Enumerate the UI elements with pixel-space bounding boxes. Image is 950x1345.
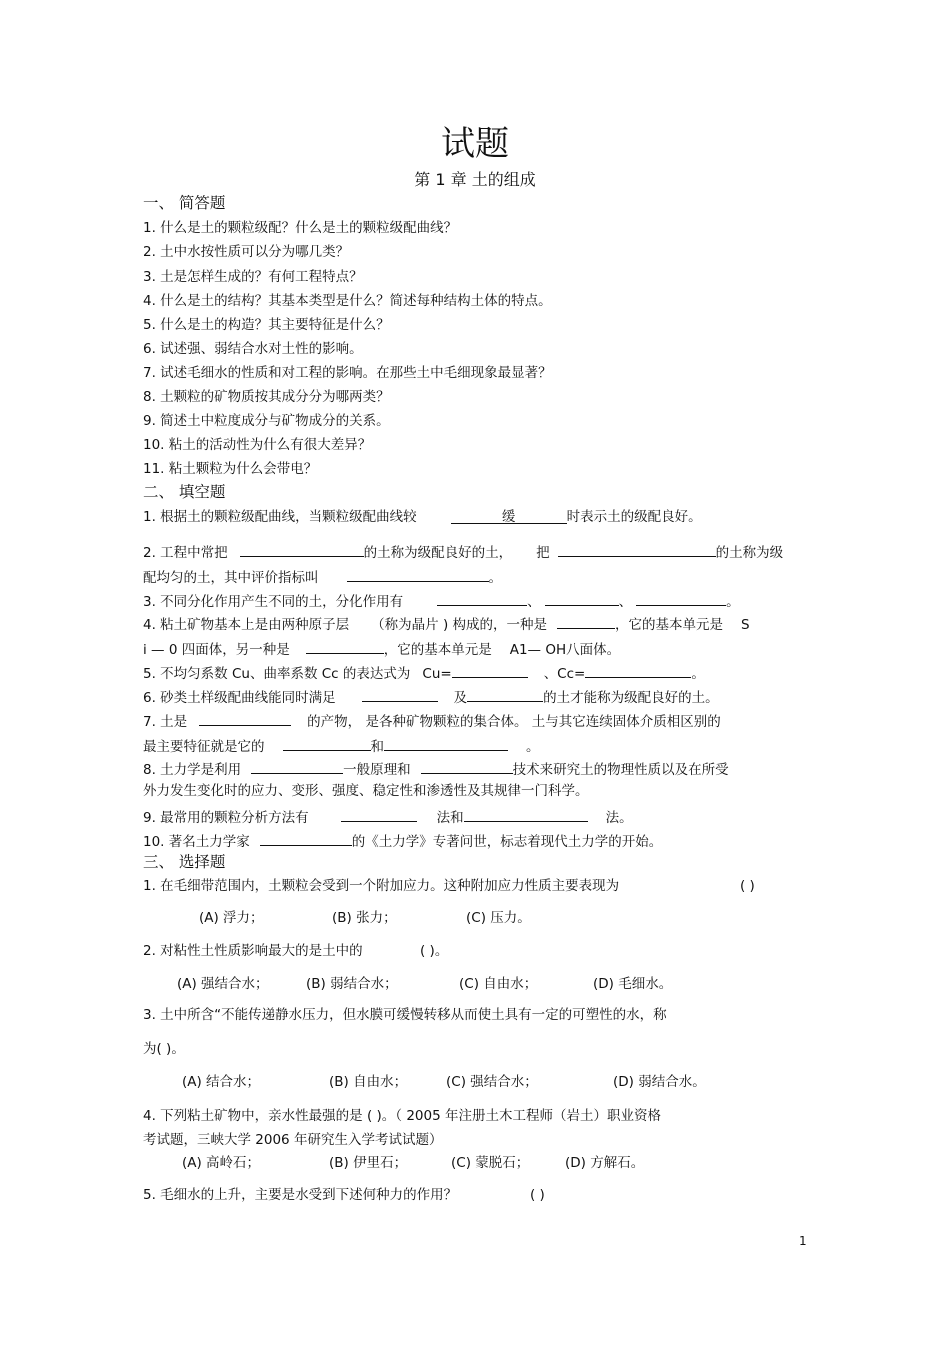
question-item: 3. 土是怎样生成的？有何工程特点？: [143, 269, 363, 285]
choice-question-5-stem: 5. 毛细水的上升，主要是水受到下述何种力的作用？: [143, 1187, 458, 1203]
answer-blank: [283, 735, 371, 751]
question-item: 2. 土中水按性质可以分为哪几类？: [143, 244, 350, 260]
fill-question-9: [143, 806, 633, 827]
question-text: 。: [488, 570, 502, 586]
answer-blank: [199, 710, 291, 726]
question-text: 把: [536, 545, 550, 561]
document-title: 试题: [441, 124, 509, 164]
question-text: 8. 土力学是利用: [143, 762, 242, 778]
fill-question-4: [143, 613, 750, 634]
fill-question-7-cont: [143, 735, 540, 756]
fill-question-5: [143, 662, 705, 683]
separator: 、: [618, 594, 633, 610]
question-text: 、Cc=: [543, 666, 586, 682]
question-text: Cu=: [422, 666, 452, 682]
question-text: 法。: [605, 810, 633, 826]
choice-question-1-stem: 1. 在毛细带范围内，土颗粒会受到一个附加应力。这种附加应力性质主要表现为: [143, 878, 620, 894]
question-text: 1. 根据土的颗粒级配曲线，当颗粒级配曲线较: [143, 509, 417, 525]
section-heading-fill-blank: 二、 填空题: [143, 483, 226, 501]
question-text: 外力发生变化时的应力、变形、强度、稳定性和渗透性及其规律一门科学。: [143, 783, 589, 799]
separator: 。: [726, 594, 740, 610]
answer-blank: [384, 735, 508, 751]
question-text: i — 0 四面体，另一种是: [143, 642, 290, 658]
answer-paren: ( )。: [420, 943, 449, 959]
answer-blank: [585, 662, 691, 678]
question-text: ，它的基本单元是: [615, 617, 724, 633]
answer-paren: ( ): [530, 1187, 545, 1203]
question-text: ，它的基本单元是: [383, 642, 492, 658]
answer-blank: [421, 758, 513, 774]
question-item: 9. 简述土中粒度成分与矿物成分的关系。: [143, 413, 390, 429]
answer-blank: [306, 638, 384, 654]
question-text: 配均匀的土，其中评价指标叫: [143, 570, 319, 586]
question-item: 4. 什么是土的结构？其基本类型是什么？简述每种结构土体的特点。: [143, 293, 552, 309]
question-text: 及: [453, 690, 468, 706]
fill-question-8-cont: [143, 782, 589, 800]
question-text: 的土才能称为级配良好的土。: [543, 690, 719, 706]
section-heading-short-answer: 一、 简答题: [143, 194, 226, 212]
choice-option: (C) 强结合水；: [446, 1074, 538, 1090]
choice-option: (A) 高岭石；: [182, 1155, 261, 1171]
question-text: 10. 著名土力学家: [143, 834, 250, 850]
question-text: S: [741, 617, 750, 633]
question-text: （称为晶片 ) 构成的，一种是: [371, 617, 548, 633]
question-item: 11. 粘土颗粒为什么会带电？: [143, 461, 318, 477]
choice-option: (B) 弱结合水；: [306, 976, 398, 992]
choice-question-2-stem: 2. 对粘性土性质影响最大的是土中的: [143, 943, 363, 959]
question-text: 技术来研究土的物理性质以及在所受: [512, 762, 729, 778]
choice-option: (A) 强结合水；: [177, 976, 269, 992]
choice-option: (B) 张力；: [332, 910, 397, 926]
answer-blank: [260, 830, 352, 846]
question-text: 。: [526, 739, 540, 755]
fill-question-3: [143, 590, 740, 611]
question-item: 10. 粘土的活动性为什么有很大差异？: [143, 437, 372, 453]
choice-question-3-stem-cont: 为( )。: [143, 1041, 185, 1057]
question-item: 7. 试述毛细水的性质和对工程的影响。在那些土中毛细现象最显著？: [143, 365, 552, 381]
choice-question-3-stem: 3. 土中所含“不能传递静水压力，但水膜可缓慢转移从而使土具有一定的可塑性的水，称: [143, 1007, 667, 1023]
choice-option: (A) 浮力；: [199, 910, 264, 926]
separator: 、: [527, 594, 541, 610]
fill-question-2: [143, 541, 783, 562]
question-text: 的《土力学》专著问世，标志着现代土力学的开始。: [351, 834, 663, 850]
fill-question-8: [143, 758, 729, 779]
question-item: 6. 试述强、弱结合水对土性的影响。: [143, 341, 363, 357]
fill-question-7: [143, 710, 721, 731]
question-text: 最主要特征就是它的: [143, 739, 265, 755]
question-text: 一般原理和: [343, 762, 411, 778]
question-text: 3. 不同分化作用产生不同的土，分化作用有: [143, 594, 404, 610]
fill-question-2-cont: [143, 566, 502, 587]
question-text: 和: [370, 739, 384, 755]
choice-question-4-stem: 4. 下列粘土矿物中，亲水性最强的是 ( )。（ 2005 年注册土木工程师（岩土）职业资格: [143, 1108, 661, 1124]
question-text: 2. 工程中常把: [143, 545, 228, 561]
question-item: 5. 什么是土的构造？其主要特征是什么？: [143, 317, 390, 333]
fill-question-6: [143, 686, 719, 707]
answer-blank: [452, 662, 528, 678]
question-text: 5. 不均匀系数 Cu、曲率系数 Cc 的表达式为: [143, 666, 411, 682]
answer-blank: [558, 541, 716, 557]
answer-blank: [437, 590, 527, 606]
choice-option: (D) 方解石。: [565, 1155, 645, 1171]
fill-question-10: [143, 830, 662, 851]
answer-blank: [240, 541, 364, 557]
section-heading-multiple-choice: 三、 选择题: [143, 853, 226, 871]
fill-question-1: [143, 508, 702, 526]
choice-option: (A) 结合水；: [182, 1074, 261, 1090]
question-text: 4. 粘土矿物基本上是由两种原子层: [143, 617, 350, 633]
choice-option: (C) 自由水；: [459, 976, 538, 992]
answer-blank: [467, 686, 543, 702]
choice-option: (B) 伊里石；: [329, 1155, 408, 1171]
answer-blank: [251, 758, 343, 774]
answer-blank: 缓: [451, 508, 567, 524]
fill-question-4-cont: [143, 638, 620, 659]
question-text: 6. 砂类土样级配曲线能同时满足: [143, 690, 336, 706]
question-text: 的土称为级配良好的土，: [363, 545, 513, 561]
question-text: A1— OH八面体。: [509, 642, 621, 658]
choice-option: (C) 压力。: [466, 910, 531, 926]
question-text: 7. 土是: [143, 714, 188, 730]
page-number: 1: [799, 1234, 807, 1248]
choice-option: (D) 弱结合水。: [613, 1074, 706, 1090]
answer-blank: [545, 590, 619, 606]
question-text: 时表示土的级配良好。: [566, 509, 702, 525]
question-text: 。: [691, 666, 705, 682]
question-text: 的产物， 是各种矿物颗粒的集合体。 土与其它连续固体介质相区别的: [307, 714, 721, 730]
choice-option: (D) 毛细水。: [593, 976, 673, 992]
question-item: 1. 什么是土的颗粒级配？什么是土的颗粒级配曲线？: [143, 220, 458, 236]
chapter-title: 第 1 章 土的组成: [414, 170, 536, 189]
question-item: 8. 土颗粒的矿物质按其成分分为哪两类？: [143, 389, 390, 405]
answer-blank: [362, 686, 438, 702]
answer-blank: [341, 806, 417, 822]
choice-question-4-stem-cont: 考试题，三峡大学 2006 年研究生入学考试试题）: [143, 1132, 443, 1148]
question-text: 9. 最常用的颗粒分析方法有: [143, 810, 309, 826]
question-text: 的土称为级: [715, 545, 784, 561]
answer-blank: [636, 590, 726, 606]
answer-paren: ( ): [740, 878, 755, 894]
question-text: 法和: [436, 810, 464, 826]
answer-blank: [347, 566, 489, 582]
answer-blank: [464, 806, 588, 822]
answer-blank: [557, 613, 615, 629]
choice-option: (C) 蒙脱石；: [451, 1155, 530, 1171]
choice-option: (B) 自由水；: [329, 1074, 408, 1090]
